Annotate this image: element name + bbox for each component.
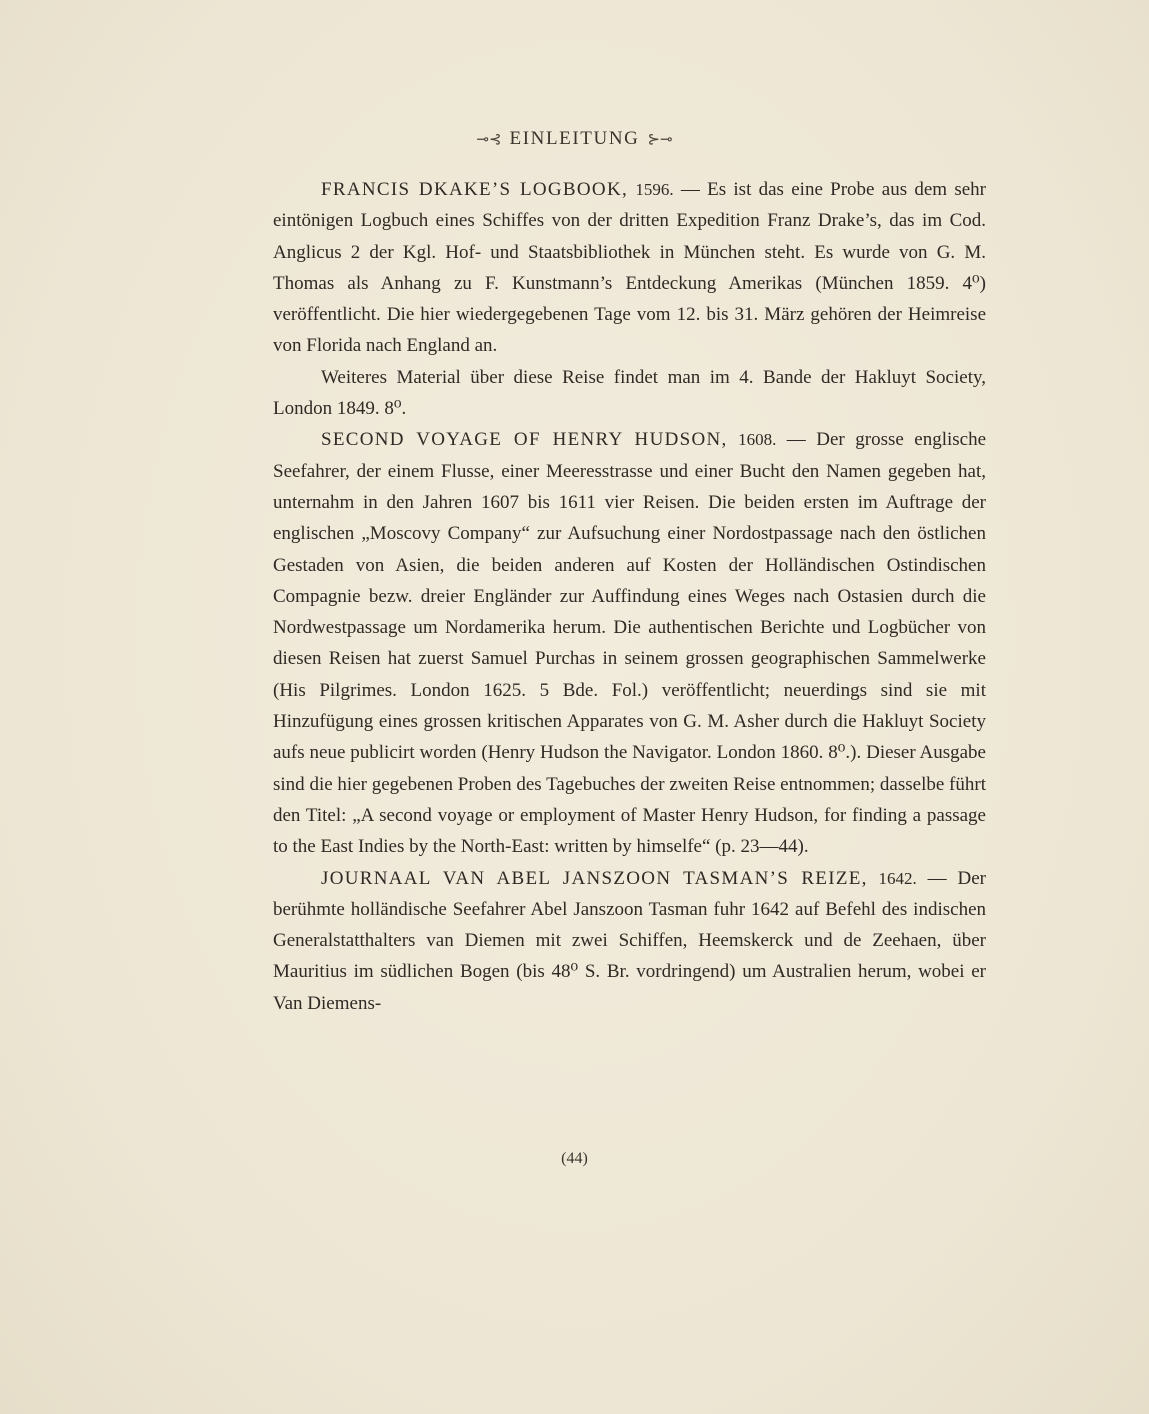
page-number: (44) <box>561 1150 588 1167</box>
section-year: 1642. <box>878 868 917 888</box>
paragraph-drake-note <box>273 362 986 425</box>
section-heading: SECOND VOYAGE OF HENRY HUDSON, <box>321 429 728 451</box>
paragraph-text: — Der berühmte holländische Seefahrer Abel Janszoon Tasman fuhr 1642 auf Befehl des indischen Generalstatthalters van Diemen mit zwei Schiffen, Heemskerck und de Zeehaen, über Mauritius im südlichen Bogen (bis 48⁰ S. Br. vordringend) um Australien herum, wobei er Van Diemens- <box>273 867 986 1014</box>
paragraph-text: — Es ist das eine Probe aus dem sehr eintönigen Logbuch eines Schiffes von der dritten Expedition Franz Drake’s, das im Cod. Anglicus 2 der Kgl. Hof- und Staatsbibliothek in München steht. Es wurde von G. M. Thomas als Anhang zu F. Kunstmann’s Entdeckung Amerikas (München 1859. 4⁰) veröffentlicht. Die hier wiedergegebenen Tage vom 12. bis 31. März gehören der Heimreise von Florida nach England an. <box>273 179 987 357</box>
paragraph-hudson <box>273 424 986 862</box>
paragraph-tasman <box>273 863 986 1019</box>
paragraph-drake <box>273 174 986 362</box>
section-heading: FRANCIS DKAKE’S LOGBOOK, <box>321 179 629 200</box>
paragraph-text: — Der grosse englische Seefahrer, der einem Flusse, einer Meeresstrasse und einer Bucht den Namen gegeben hat, unternahm in den Jahren 1607 bis 1611 vier Reisen. Die beiden ersten im Auftrage der englischen „Moscovy Company“ zur Aufsuchung einer Nordostpassage nach den östlichen Gestaden von Asien, die beiden anderen auf Kosten der Holländischen Ostindischen Compagnie bezw. dreier Engländer zur Auffindung eines Weges nach Ostasien durch die Nordwestpassage um Nordamerika herum. Die authentischen Berichte und Logbücher von diesen Reisen hat zuerst Samuel Purchas in seinem grossen geographischen Sammelwerke (His Pilgrimes. London 1625. 5 Bde. Fol.) veröffentlicht; neuerdings sind sie mit Hinzufügung eines grossen kritischen Apparates von G. M. Asher durch die Hakluyt Society aufs neue publicirt worden (Henry Hudson the Navigator. London 1860. 8⁰.). Dieser Ausgabe sind die hier gegebenen Proben des Tagebuches der zweiten Reise entnommen; dasselbe führt den Titel: „A second voyage or employment of Master Henry Hudson, for finding a passage to the East Indies by the North-East: written by himselfe“ (p. 23—44). <box>273 429 987 858</box>
body-text <box>273 174 986 1019</box>
ornament-right-icon: ⊱⊸ <box>647 132 673 148</box>
section-year: 1608. <box>738 430 777 450</box>
running-head-title: EINLEITUNG <box>509 128 640 149</box>
paragraph-text: Weiteres Material über diese Reise findet man im 4. Bande der Hakluyt Society, London 1849. 8⁰. <box>273 366 986 420</box>
running-head <box>0 128 1149 150</box>
ornament-left-icon: ⊸⊰ <box>476 132 502 148</box>
section-heading: JOURNAAL VAN ABEL JANSZOON TASMAN’S REIZE, <box>321 867 868 889</box>
section-year: 1596. <box>635 180 674 199</box>
